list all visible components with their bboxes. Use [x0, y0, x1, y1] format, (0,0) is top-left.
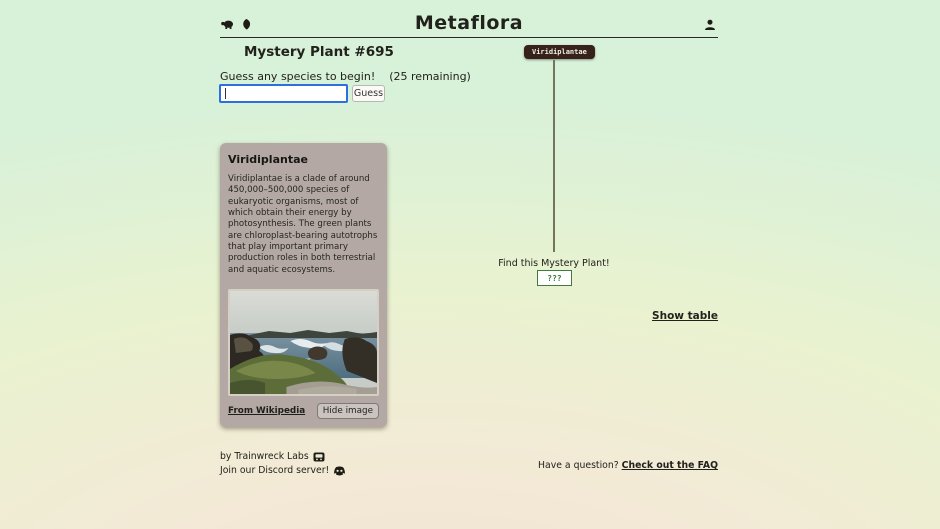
- tree-branch-line: [553, 60, 555, 252]
- hide-image-button[interactable]: Hide image: [317, 403, 379, 419]
- guess-input-wrap: [219, 84, 348, 103]
- faq-question-text: Have a question?: [538, 460, 619, 471]
- discord-icon[interactable]: [333, 466, 346, 476]
- header-divider: [220, 37, 718, 38]
- trainwreck-labs-icon[interactable]: [313, 452, 325, 462]
- show-table-link[interactable]: Show table: [652, 310, 718, 322]
- discord-invite-text: Join our Discord server!: [220, 465, 330, 476]
- guess-prompt: Guess any species to begin!: [220, 70, 376, 83]
- text-caret: [225, 88, 226, 99]
- clade-card-title: Viridiplantae: [228, 153, 308, 166]
- page-title: Metaflora: [414, 12, 524, 34]
- wikipedia-link[interactable]: From Wikipedia: [228, 406, 306, 417]
- guesses-remaining: (25 remaining): [389, 70, 471, 83]
- credit-text: by Trainwreck Labs: [220, 451, 309, 462]
- tree-root-node[interactable]: Viridiplantae: [524, 45, 595, 59]
- faq-link[interactable]: Check out the FAQ: [621, 460, 718, 471]
- mystery-plant-heading: Mystery Plant #695: [244, 44, 394, 60]
- guess-input[interactable]: [221, 90, 346, 105]
- find-mystery-label: Find this Mystery Plant!: [498, 258, 610, 269]
- guess-button[interactable]: Guess: [352, 85, 385, 102]
- mystery-target-node[interactable]: ???: [537, 270, 572, 286]
- user-icon[interactable]: [704, 19, 716, 31]
- clade-card-description: Viridiplantae is a clade of around 450,000–500,000 species of eukaryotic organisms, most of which obtain their energy by photosynthesis. The green plants are chloroplast-bearing autotrophs that play important primary production roles in both terrestrial and aquatic ecosystems.: [228, 174, 378, 275]
- clade-card: [220, 143, 387, 427]
- clade-image: [228, 289, 379, 396]
